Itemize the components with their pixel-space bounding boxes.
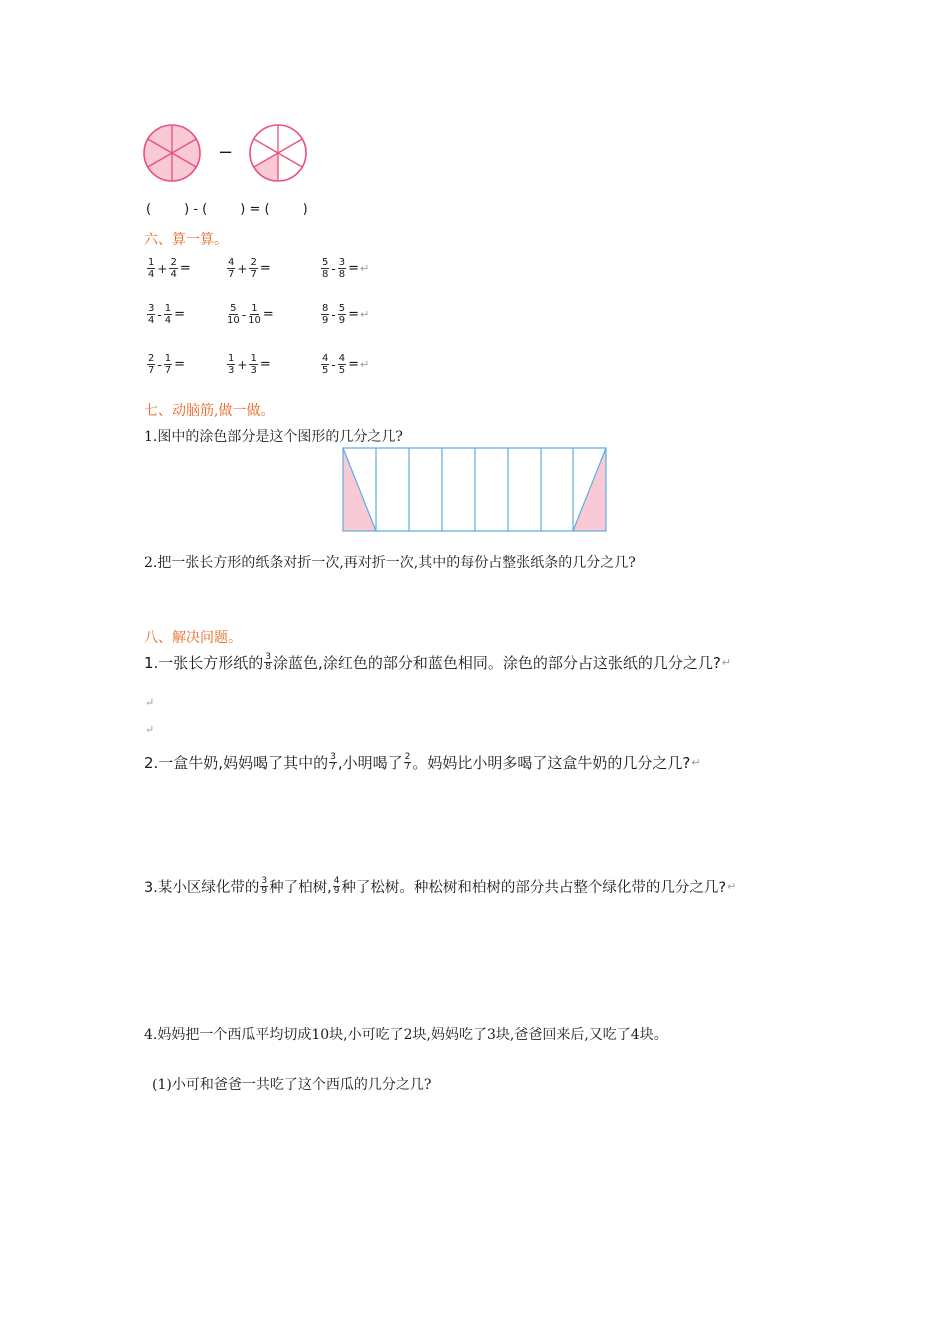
- return-mark: ↵: [360, 262, 370, 275]
- q2-mid: ,小明喝了: [337, 754, 403, 772]
- calc-item: [226, 353, 271, 376]
- q3-mid: 种了柏树,: [269, 880, 332, 896]
- equals-sign: =: [348, 261, 359, 276]
- sec8-question-2: [144, 752, 701, 773]
- fraction: $\frac{1}{3}$: [250, 353, 257, 376]
- calc-item: [320, 257, 369, 280]
- fraction: $\frac{1}{3}$: [228, 353, 235, 376]
- equals-sign: =: [262, 307, 274, 322]
- operator: +: [237, 357, 248, 372]
- equals-sign: =: [174, 307, 185, 322]
- equals-sign: =: [259, 261, 271, 276]
- operator: -: [331, 307, 336, 322]
- equals-sign: =: [348, 357, 359, 372]
- operator: +: [157, 261, 168, 276]
- fraction: $\frac{1}{4}$: [148, 257, 155, 280]
- q3-post: 种了松树。种松树和柏树的部分共占整个绿化带的几分之几?: [341, 880, 727, 896]
- q1-pre: 1.一张长方形纸的: [144, 654, 264, 672]
- section-6-title: 六、算一算。: [144, 232, 228, 248]
- operator: -: [331, 261, 336, 276]
- fraction: $\frac{5}{8}$: [322, 257, 329, 280]
- q2-fraction-1: $\frac{3}{7}$: [330, 752, 336, 772]
- fraction: $\frac{4}{5}$: [322, 353, 329, 376]
- section-7-title: 七、动脑筋,做一做。: [144, 403, 275, 419]
- sec7-question-2: 2.把一张长方形的纸条对折一次,再对折一次,其中的每份占整张纸条的几分之几?: [144, 555, 636, 571]
- calc-item: [146, 303, 185, 326]
- equals-sign: =: [259, 357, 271, 372]
- fraction: $\frac{3}{4}$: [148, 303, 155, 326]
- equals-sign: =: [174, 357, 185, 372]
- equals-sign: =: [348, 307, 359, 322]
- q3-fraction-1: $\frac{3}{9}$: [261, 876, 268, 896]
- calc-item: [146, 257, 191, 280]
- calc-item: [146, 353, 185, 376]
- return-mark: ↵: [145, 723, 155, 736]
- return-mark: ↵: [360, 308, 370, 321]
- paren-expression: ( ) - ( ) = ( ): [146, 202, 308, 217]
- sec8-question-4-1: (1)小可和爸爸一共吃了这个西瓜的几分之几?: [152, 1077, 432, 1093]
- q1-fraction: $\frac{3}{8}$: [265, 652, 272, 672]
- calc-item: [320, 353, 369, 376]
- q2-post: 。妈妈比小明多喝了这盒牛奶的几分之几?: [412, 754, 691, 772]
- fraction: $\frac{5}{10}$: [227, 303, 240, 326]
- fraction: $\frac{1}{10}$: [248, 303, 261, 326]
- fraction: $\frac{2}{7}$: [250, 257, 257, 280]
- operator: +: [237, 261, 248, 276]
- q1-post: 涂蓝色,涂红色的部分和蓝色相同。涂色的部分占这张纸的几分之几?: [273, 654, 721, 672]
- q3-pre: 3.某小区绿化带的: [144, 880, 260, 896]
- calc-item: [226, 303, 274, 326]
- strip-figure: [342, 447, 608, 533]
- fraction: $\frac{1}{4}$: [164, 303, 172, 326]
- calc-item: [226, 257, 271, 280]
- sec8-question-4: 4.妈妈把一个西瓜平均切成10块,小可吃了2块,妈妈吃了3块,爸爸回来后,又吃了4块。: [144, 1027, 668, 1043]
- return-mark: ↵: [360, 358, 370, 371]
- calc-item: [320, 303, 369, 326]
- operator: -: [157, 357, 162, 372]
- return-mark: ↵: [727, 880, 737, 893]
- return-mark: ↵: [721, 656, 731, 669]
- fraction: $\frac{5}{9}$: [338, 303, 346, 326]
- minus-sign: −: [218, 142, 234, 163]
- fraction: $\frac{8}{9}$: [322, 303, 329, 326]
- operator: -: [241, 307, 247, 322]
- circle-left: [144, 125, 200, 181]
- q2-fraction-2: $\frac{2}{7}$: [404, 752, 411, 772]
- fraction: $\frac{2}{4}$: [170, 257, 177, 280]
- fraction: $\frac{2}{7}$: [148, 353, 155, 376]
- return-mark: ↵: [691, 756, 701, 769]
- equals-sign: =: [179, 261, 191, 276]
- fraction: $\frac{1}{7}$: [164, 353, 172, 376]
- fraction: $\frac{4}{7}$: [228, 257, 235, 280]
- circle-right: [250, 125, 306, 181]
- fraction: $\frac{4}{5}$: [338, 353, 346, 376]
- return-mark: ↵: [145, 696, 155, 709]
- fraction: $\frac{3}{8}$: [338, 257, 346, 280]
- operator: -: [331, 357, 336, 372]
- q2-pre: 2.一盒牛奶,妈妈喝了其中的: [144, 754, 329, 772]
- sector: [254, 153, 278, 181]
- sec8-question-1: [144, 652, 731, 673]
- sec7-question-1: 1.图中的涂色部分是这个图形的几分之几?: [144, 429, 403, 445]
- section-8-title: 八、解决问题。: [144, 630, 242, 646]
- q3-fraction-2: $\frac{4}{9}$: [333, 876, 340, 896]
- operator: -: [157, 307, 162, 322]
- sec8-question-3: [144, 876, 736, 897]
